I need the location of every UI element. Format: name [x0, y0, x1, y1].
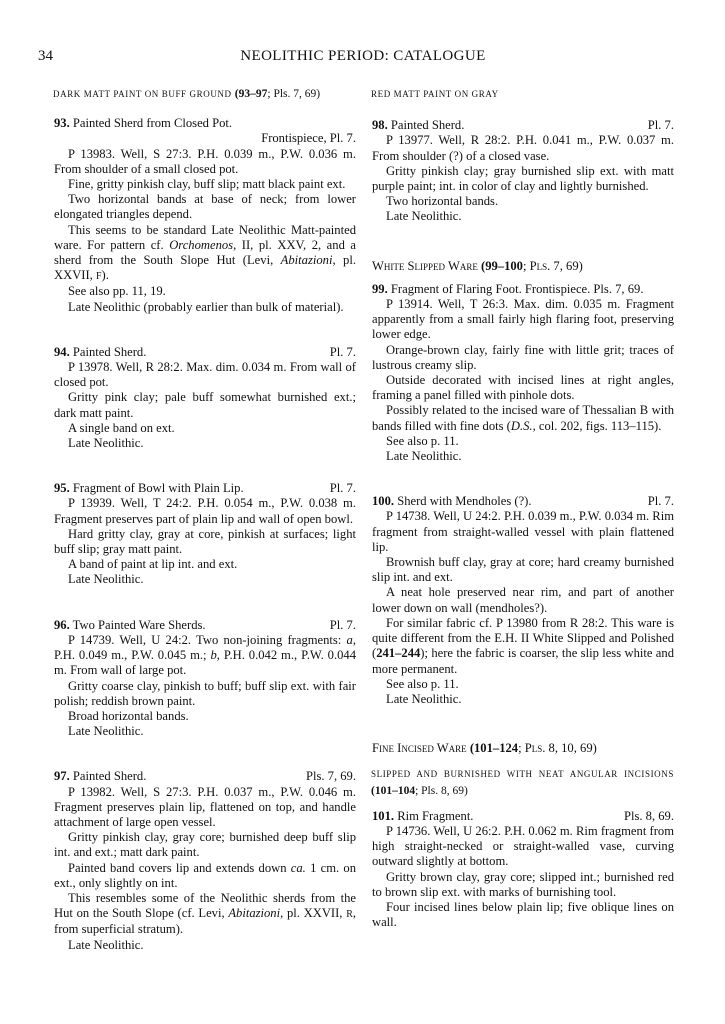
- entry-fabric: Gritty pink clay; pale buff somewhat burnished ext.; dark matt paint.: [54, 390, 356, 420]
- entry-inventory: P 14738. Well, U 24:2. P.H. 0.039 m., P.W. 0.034 m. Rim fragment from straight-walled vessel with plain flattened lip.: [372, 509, 674, 554]
- section-plates: ; Pls. 7, 69): [267, 88, 321, 100]
- entry-plates: Pl. 7.: [647, 118, 674, 133]
- right-column: [372, 86, 674, 960]
- entry-decoration: A band of paint at lip int. and ext.: [68, 557, 238, 572]
- entry-date: Late Neolithic.: [386, 449, 462, 464]
- section-plates: ; Pls. 8, 69): [415, 784, 468, 797]
- entry-fabric: Brownish buff clay, gray at core; hard creamy burnished slip int. and ext.: [372, 555, 674, 585]
- entry-inventory: P 13977. Well, R 28:2. P.H. 0.041 m., P.W. 0.037 m. From shoulder (?) of a closed vase.: [372, 133, 674, 163]
- section-label: Fine Incised Ware: [372, 741, 467, 756]
- entry-decoration: Two horizontal bands.: [386, 194, 499, 209]
- entry-inventory: P 14736. Well, U 26:2. P.H. 0.062 m. Rim fragment from high straight-necked or straight-walled vase, curving outward slightly at bottom.: [372, 823, 674, 869]
- entry-fabric: Gritty coarse clay, pinkish to buff; buff slip ext. with fair polish; reddish brown paint.: [54, 678, 356, 708]
- entry-comment: Possibly related to the incised ware of Thessalian B with bands filled with fine dots (D.S., col. 202, figs. 113–115).: [372, 403, 674, 433]
- entry-100: [372, 494, 674, 707]
- entry-title: 98. Painted Sherd. Pl. 7.: [372, 118, 674, 133]
- entry-101: [372, 809, 674, 931]
- entry-date: Late Neolithic.: [68, 436, 144, 451]
- section-heading-white-slipped: [372, 259, 674, 274]
- section-plates: ; Pls. 8, 10, 69): [518, 741, 597, 756]
- section-nums: (99–100: [481, 258, 523, 273]
- entry-title: 100. Sherd with Mendholes (?). Pl. 7.: [372, 494, 674, 509]
- entry-inventory: P 13982. Well, S 27:3. P.H. 0.037 m., P.W. 0.046 m. Fragment preserves plain lip, flattened on top, and handle attachment of large open vessel.: [54, 784, 356, 829]
- entry-decoration: Broad horizontal bands.: [68, 708, 189, 723]
- entry-plates: Pl. 7.: [329, 481, 356, 496]
- entry-plates: Pl. 7.: [329, 617, 356, 632]
- entry-date: Late Neolithic.: [68, 937, 144, 952]
- entry-see-also: See also p. 11.: [386, 676, 459, 691]
- section-label: SLIPPED AND BURNISHED WITH NEAT ANGULAR INCISIONS: [371, 769, 674, 780]
- entry-plates: Pls. 7, 69.: [305, 769, 356, 784]
- entry-95: [54, 481, 356, 587]
- entry-97: [54, 769, 356, 952]
- entry-decoration: Four incised lines below plain lip; five oblique lines on wall.: [372, 899, 674, 930]
- entry-title: 97. Painted Sherd. Pls. 7, 69.: [54, 769, 356, 784]
- section-label: White Slipped Ware: [372, 258, 478, 273]
- entry-fabric: Gritty pinkish clay; gray burnished slip ext. with matt purple paint; int. in color of clay and lightly burnished.: [372, 163, 674, 194]
- entry-94: [54, 345, 356, 451]
- entry-inventory: P 13978. Well, R 28:2. Max. dim. 0.034 m. From wall of closed pot.: [54, 360, 356, 390]
- entry-see-also: See also p. 11.: [386, 433, 459, 448]
- entry-fabric: Orange-brown clay, fairly fine with little grit; traces of lustrous creamy slip.: [372, 342, 674, 372]
- entry-fabric: Hard gritty clay, gray at core, pinkish at surfaces; light buff slip; gray matt paint.: [54, 526, 356, 557]
- entry-number: 93.: [54, 116, 70, 131]
- entry-title: [54, 116, 356, 131]
- section-nums: (101–124: [469, 741, 519, 756]
- entry-decoration: Outside decorated with incised lines at right angles, framing a panel filled with pinhole dots.: [372, 373, 674, 403]
- entry-plates: Pl. 7.: [329, 344, 356, 359]
- section-label: RED MATT PAINT ON GRAY: [371, 89, 499, 99]
- entry-comment: This resembles some of the Neolithic sherds from the Hut on the South Slope (cf. Levi, Abitazioni, pl. XXVII, R, from superficial stratum).: [54, 890, 357, 937]
- entry-inventory: P 13914. Well, T 26:3. Max. dim. 0.035 m. Fragment apparently from a small fairly high flaring foot, preserving lower edge.: [372, 297, 674, 342]
- entry-decoration: Painted band covers lip and extends down ca. 1 cm. on ext., only slightly on int.: [54, 860, 356, 890]
- entry-decoration: Two horizontal bands at base of neck; from lower elongated triangles depend.: [54, 192, 356, 222]
- entry-fabric: Fine, gritty pinkish clay, buff slip; matt black paint ext.: [68, 177, 346, 192]
- section-label: DARK MATT PAINT ON BUFF GROUND: [53, 89, 232, 99]
- entry-98: [372, 118, 674, 224]
- entry-date: Late Neolithic (probably earlier than bulk of material).: [68, 299, 344, 314]
- running-title: NEOLITHIC PERIOD: CATALOGUE: [240, 48, 486, 64]
- running-head: [38, 48, 688, 70]
- entry-decoration: A single band on ext.: [68, 420, 175, 435]
- entry-inventory: P 14739. Well, U 24:2. Two non-joining fragments: a, P.H. 0.049 m., P.W. 0.045 m.; b, P.H. 0.042 m., P.W. 0.044 m. From wall of large pot.: [54, 632, 356, 678]
- entry-plates: Pl. 7.: [647, 494, 674, 509]
- entry-title: 101. Rim Fragment. Pls. 8, 69.: [372, 808, 674, 823]
- entry-fabric: Gritty pinkish clay, gray core; burnished deep buff slip int. and ext.; matt dark paint.: [54, 830, 356, 860]
- entry-title-text: Painted Sherd from Closed Pot.: [72, 116, 233, 131]
- section-plates: ; Pls. 7, 69): [522, 258, 583, 273]
- entry-plates: Pls. 8, 69.: [623, 808, 674, 823]
- entry-comment: This seems to be standard Late Neolithic Matt-painted ware. For pattern cf. Orchomenos, II, pl. XXV, 2, and a sherd from the South Slope Hut (Levi, Abitazioni, pl. XXVII, F).: [54, 222, 357, 283]
- entry-inventory: P 13983. Well, S 27:3. P.H. 0.039 m., P.W. 0.036 m. From shoulder of a small closed pot.: [54, 146, 356, 176]
- entry-date: Late Neolithic.: [386, 209, 462, 224]
- entry-date: Late Neolithic.: [386, 691, 462, 706]
- section-heading-red-matt: [371, 86, 674, 102]
- entry-title: 96. Two Painted Ware Sherds. Pl. 7.: [54, 617, 356, 632]
- entry-93: [54, 116, 356, 315]
- entry-inventory: P 13939. Well, T 24:2. P.H. 0.054 m., P.W. 0.038 m. Fragment preserves part of plain lip and wall of open bowl.: [54, 496, 356, 526]
- section-heading-dark-matt: [53, 86, 356, 102]
- entry-plates: Frontispiece, Pl. 7.: [261, 131, 356, 146]
- entry-title: 99. Fragment of Flaring Foot. Frontispiece. Pls. 7, 69.: [372, 281, 644, 296]
- section-nums: (101–104: [371, 784, 416, 797]
- left-column: [54, 86, 356, 983]
- subsection-heading-slipped: [371, 766, 674, 798]
- page-number: 34: [38, 48, 53, 64]
- entry-date: Late Neolithic.: [68, 724, 144, 739]
- entry-see-also: See also pp. 11, 19.: [68, 284, 166, 299]
- entry-fabric: Gritty brown clay, gray core; slipped int.; burnished red to brown slip ext. with marks of burnishing tool.: [372, 869, 674, 899]
- section-heading-fine-incised: [372, 741, 674, 756]
- entry-title: 94. Painted Sherd. Pl. 7.: [54, 344, 356, 359]
- entry-decoration: A neat hole preserved near rim, and part of another lower down on wall (mendholes?).: [372, 585, 674, 615]
- entry-date: Late Neolithic.: [68, 572, 144, 587]
- entry-comment: For similar fabric cf. P 13980 from R 28:2. This ware is quite different from the E.H. II White Slipped and Polished (241–244); here the fabric is coarser, the slip less white and more permanent.: [372, 615, 674, 676]
- entry-99: [372, 282, 674, 464]
- section-nums: (93–97: [234, 88, 268, 100]
- entry-96: [54, 618, 356, 740]
- entry-title: 95. Fragment of Bowl with Plain Lip. Pl. 7.: [54, 481, 356, 496]
